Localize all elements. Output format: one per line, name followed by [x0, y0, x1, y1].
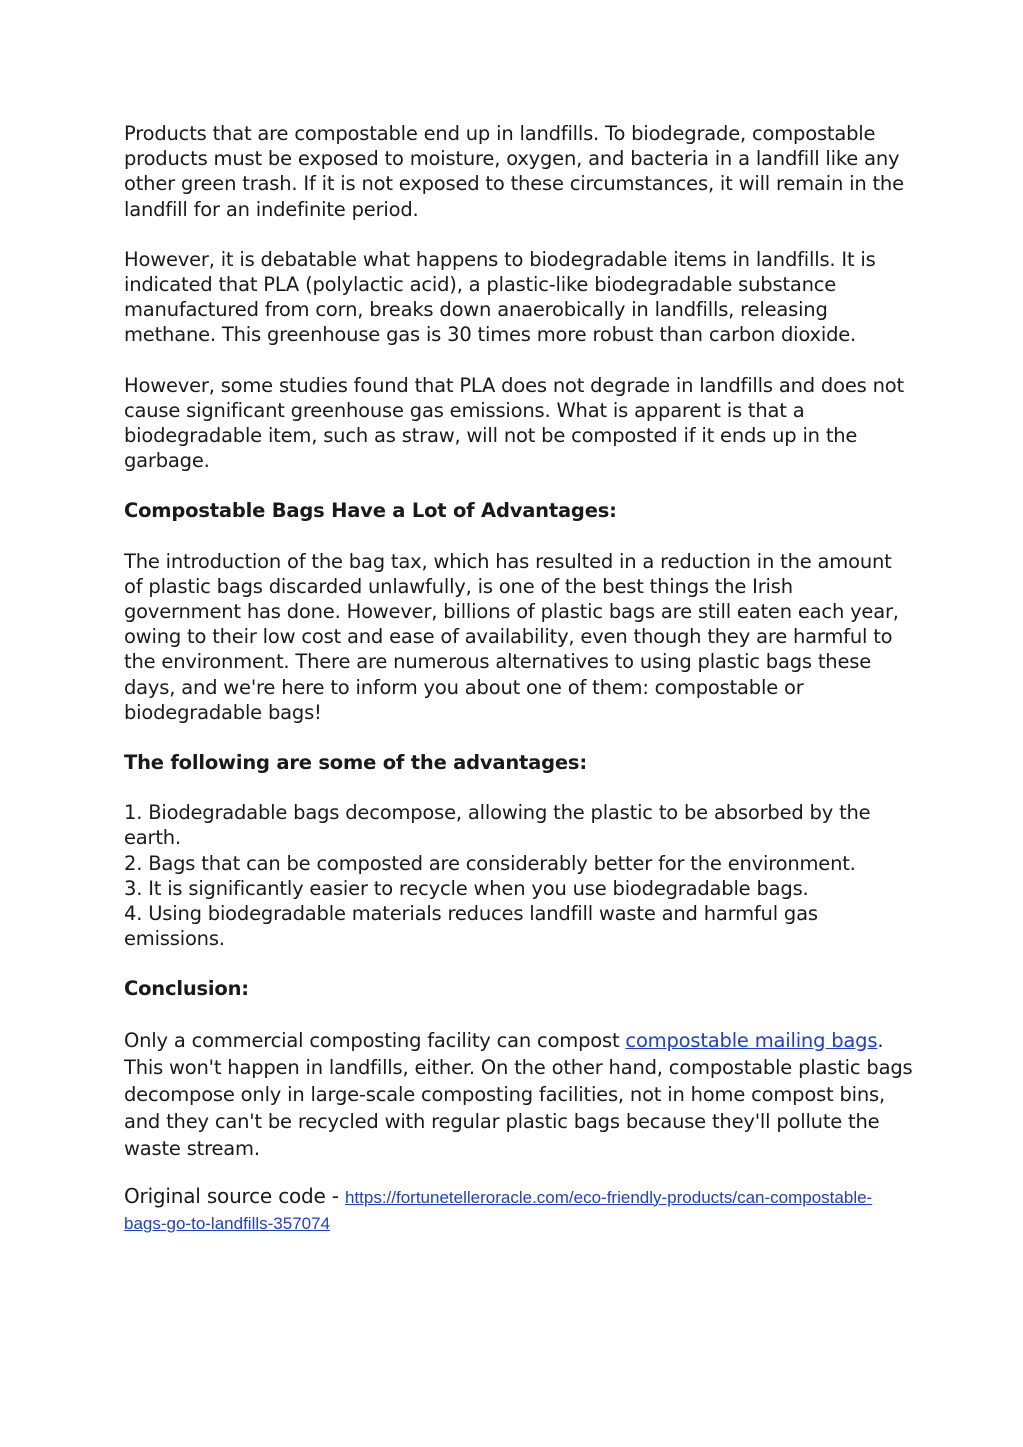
- paragraph-compostable-landfills: Products that are compostable end up in landfills. To biodegrade, compostable products must be exposed to moisture, oxygen, and bacteria in a landfill like any other green trash. If it is not exposed to these circumstances, it will remain in the landfill for an indefinite period.: [124, 122, 904, 221]
- advantages-list: [124, 800, 914, 951]
- conclusion-heading: Conclusion:: [124, 977, 249, 1001]
- advantages-heading: Compostable Bags Have a Lot of Advantages:: [124, 499, 617, 523]
- compostable-mailing-bags-link[interactable]: compostable mailing bags: [625, 1028, 878, 1052]
- list-item: 4. Using biodegradable materials reduces landfill waste and harmful gas emissions.: [124, 902, 818, 951]
- source-url-link[interactable]: https://fortunetelleroracle.com/eco-friendly-products/can-compostable-bags-go-to-landfills-357074: [124, 1187, 873, 1233]
- paragraph-conclusion: [124, 1027, 914, 1162]
- conclusion-text-after: . This won't happen in landfills, either. On the other hand, compostable plastic bags decompose only in large-scale composting facilities, not in home compost bins, and they can't be recycled with regular plastic bags because they'll pollute the waste stream.: [124, 1028, 913, 1160]
- paragraph-pla-debate: However, it is debatable what happens to biodegradable items in landfills. It is indicated that PLA (polylactic acid), a plastic-like biodegradable substance manufactured from corn, breaks down anaerobically in landfills, releasing methane. This greenhouse gas is 30 times more robust than carbon dioxide.: [124, 247, 876, 347]
- list-heading: The following are some of the advantages:: [124, 751, 587, 775]
- paragraph-pla-studies: However, some studies found that PLA does not degrade in landfills and does not cause significant greenhouse gas emissions. What is apparent is that a biodegradable item, such as straw, will not be composted if it ends up in the garbage.: [124, 373, 904, 473]
- document-page: [124, 121, 914, 1236]
- list-item: 3. It is significantly easier to recycle when you use biodegradable bags.: [124, 876, 809, 900]
- source-line: [124, 1184, 914, 1236]
- conclusion-text-before: Only a commercial composting facility can compost: [124, 1028, 626, 1052]
- list-item: 2. Bags that can be composted are considerably better for the environment.: [124, 851, 856, 875]
- list-item: 1. Biodegradable bags decompose, allowing the plastic to be absorbed by the earth.: [124, 801, 871, 850]
- source-label: Original source code -: [124, 1183, 345, 1208]
- paragraph-bag-tax: The introduction of the bag tax, which has resulted in a reduction in the amount of plastic bags discarded unlawfully, is one of the best things the Irish government has done. However, billions of plastic bags are still eaten each year, owing to their low cost and ease of availability, even though they are harmful to the environment. There are numerous alternatives to using plastic bags these days, and we're here to inform you about one of them: compostable or biodegradable bags!: [124, 549, 899, 724]
